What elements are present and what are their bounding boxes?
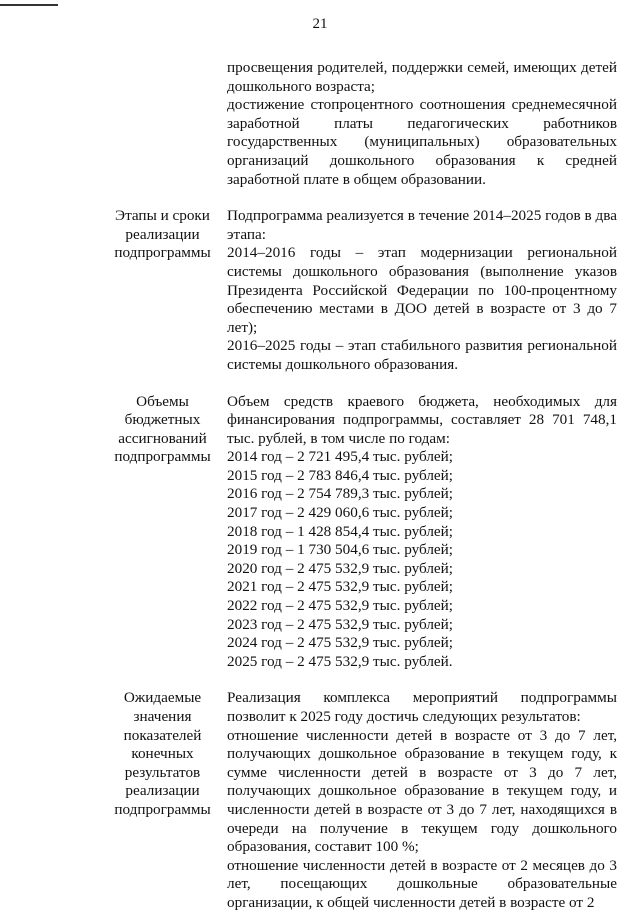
- row-expected-results: [111, 689, 617, 912]
- budget-year-line: 2022 год – 2 475 532,9 тыс. рублей;: [227, 597, 454, 615]
- paragraph: Объем средств краевого бюджета, необходимых для финансирования подпрограммы, составляет 28 701 748,1 тыс. рублей, в том числе по годам:: [227, 392, 617, 447]
- row-content: [227, 393, 617, 672]
- budget-year-line: 2024 год – 2 475 532,9 тыс. рублей;: [227, 634, 454, 652]
- budget-year-line: 2023 год – 2 475 532,9 тыс. рублей;: [227, 615, 454, 633]
- page-number: 21: [312, 16, 328, 32]
- paragraph: отношение численности детей в возрасте от 2 месяцев до 3 лет, посещающих дошкольные образовательные организации, к общей численности детей в возрасте от 2: [227, 856, 617, 911]
- budget-year-line: 2019 год – 1 730 504,6 тыс. рублей;: [227, 541, 454, 559]
- row-content: [227, 689, 617, 912]
- paragraph: 2014–2016 годы – этап модернизации региональной системы дошкольного образования (выполнение указов Президента Российской Федерации по 100-процентному обеспечению местами в ДОО детей в возрасте от 3 до 7 лет);: [227, 244, 617, 336]
- budget-year-line: 2017 год – 2 429 060,6 тыс. рублей;: [227, 504, 454, 522]
- row-label: Ожидаемые значения показателей конечных результатов реализации подпрограммы: [114, 689, 211, 818]
- budget-year-line: 2018 год – 1 428 854,4 тыс. рублей;: [227, 522, 454, 540]
- paragraph: достижение стопроцентного соотношения среднемесячной заработной платы педагогических работников государственных (муниципальных) образовательных организаций дошкольного образования к средней заработной плате в общем образовании.: [227, 96, 617, 188]
- row-label: Этапы и сроки реализации подпрограммы: [114, 207, 211, 262]
- paragraph: Реализация комплекса мероприятий подпрограммы позволит к 2025 году достичь следующих результатов:: [227, 689, 617, 725]
- row-budget: [111, 393, 617, 672]
- budget-year-line: 2014 год – 2 721 495,4 тыс. рублей;: [227, 448, 454, 466]
- paragraph: 2016–2025 годы – этап стабильного развития региональной системы дошкольного образования.: [227, 337, 617, 373]
- passport-table: [111, 59, 617, 913]
- budget-year-line: 2016 год – 2 754 789,3 тыс. рублей;: [227, 485, 454, 503]
- budget-year-line: 2021 год – 2 475 532,9 тыс. рублей;: [227, 578, 454, 596]
- row-content: [227, 59, 617, 189]
- row-content: [227, 207, 617, 374]
- row-label: [111, 59, 214, 189]
- row-stages: [111, 207, 617, 374]
- paragraph: просвещения родителей, поддержки семей, имеющих детей дошкольного возраста;: [227, 59, 617, 95]
- budget-year-line: 2025 год – 2 475 532,9 тыс. рублей.: [227, 652, 453, 670]
- paragraph: Подпрограмма реализуется в течение 2014–2025 годов в два этапа:: [227, 207, 617, 243]
- row-label: Объемы бюджетных ассигнований подпрограммы: [114, 392, 211, 466]
- budget-year-line: 2020 год – 2 475 532,9 тыс. рублей;: [227, 559, 454, 577]
- budget-year-line: 2015 год – 2 783 846,4 тыс. рублей;: [227, 466, 454, 484]
- top-rule: [0, 4, 58, 6]
- row-goals-continued: [111, 59, 617, 189]
- paragraph: отношение численности детей в возрасте от 3 до 7 лет, получающих дошкольное образование в текущем году, к сумме численности детей в возрасте от 3 до 7 лет, получающих дошкольное образование в текущем году, и численности детей в возрасте от 3 до 7 лет, находящихся в очереди на получение в текущем году дошкольного образования, составит 100 %;: [227, 726, 617, 856]
